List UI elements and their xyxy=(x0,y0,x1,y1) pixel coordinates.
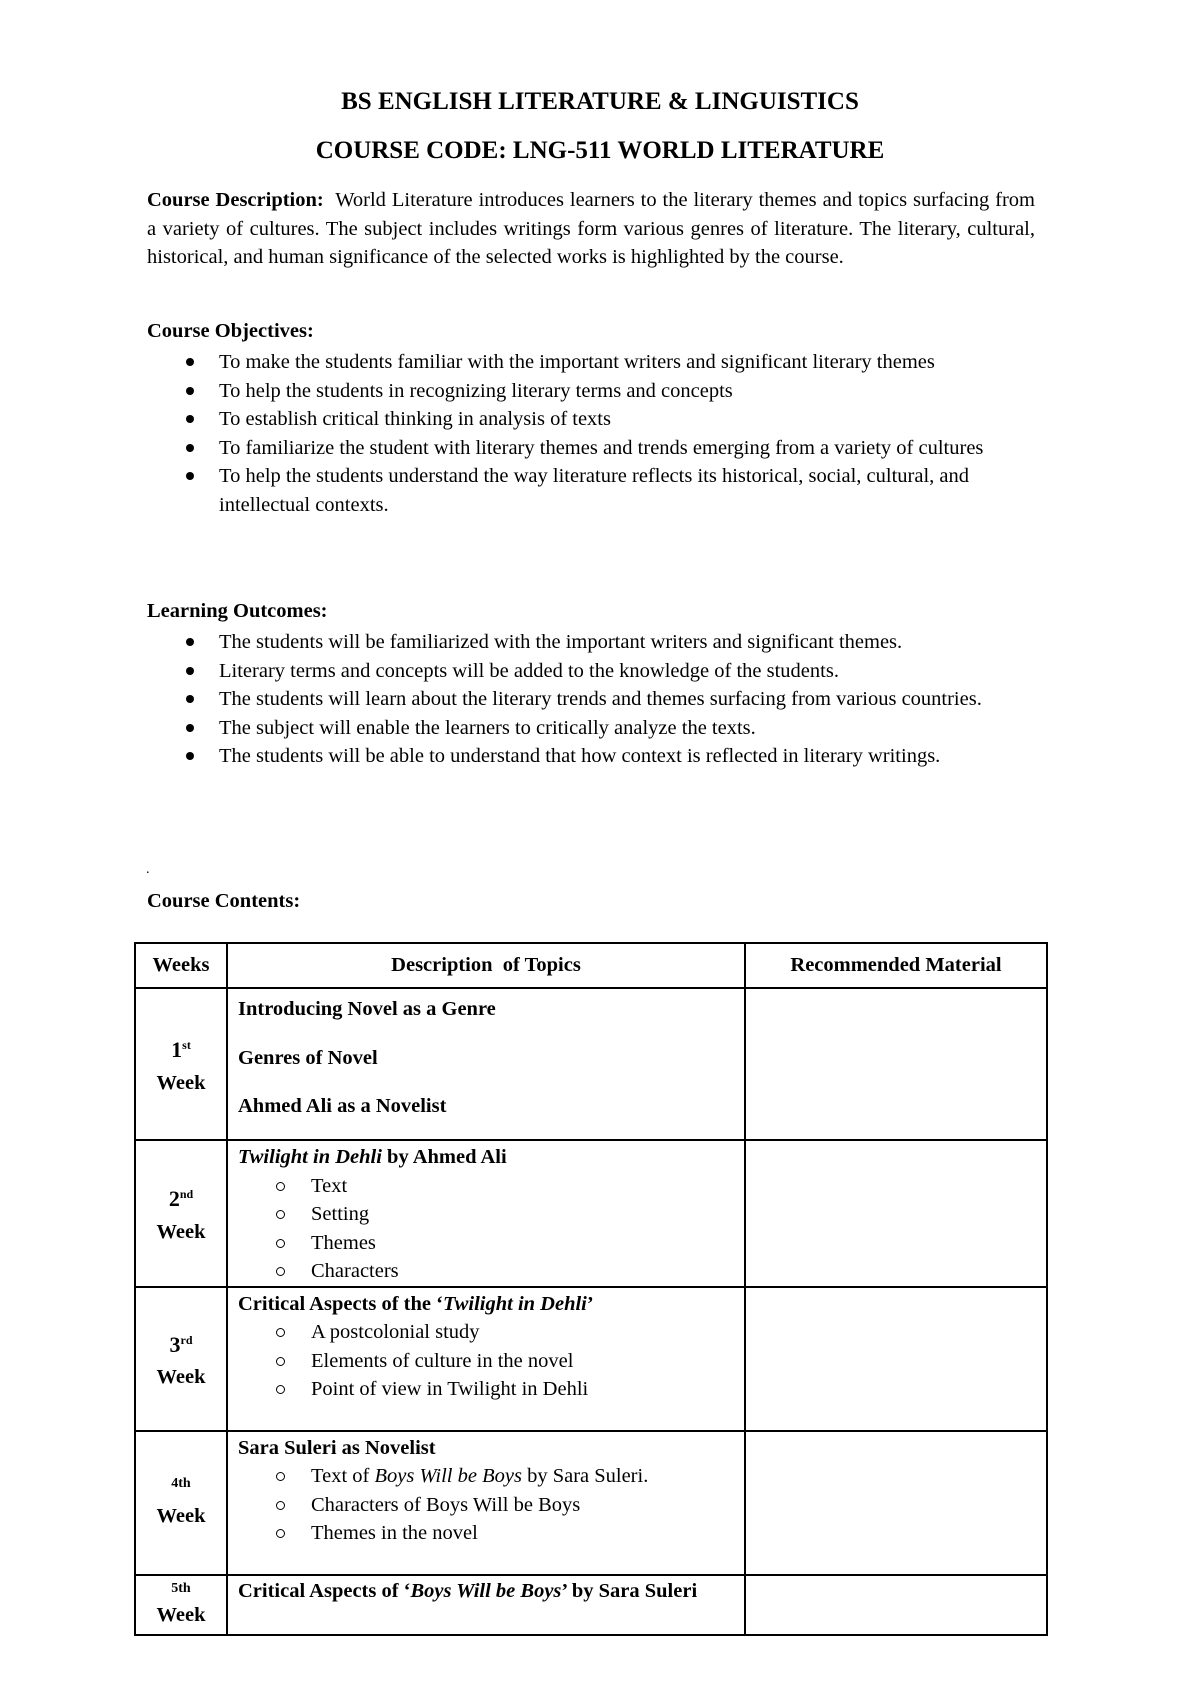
novel-title: Boys Will be Boys xyxy=(410,1579,562,1602)
objective-item: To familiarize the student with literary themes and trends emerging from a variety of cultures xyxy=(147,434,1035,463)
subtopic-list xyxy=(238,1318,734,1404)
topic-heading: Twilight in Dehli by Ahmed Ali xyxy=(238,1146,507,1168)
week-number: 1 xyxy=(171,1036,183,1062)
topic-heading: Sara Suleri as Novelist xyxy=(238,1436,436,1459)
subtopic-item: Themes in the novel xyxy=(238,1519,734,1548)
material-cell xyxy=(745,1575,1047,1635)
topic-line: Genres of Novel xyxy=(238,1046,378,1069)
subtopic-list xyxy=(238,1172,734,1286)
week-number: 3 xyxy=(169,1331,181,1357)
topics-cell xyxy=(227,1431,745,1575)
week-number: 5th xyxy=(171,1580,191,1596)
novel-title: Twilight in Dehli xyxy=(442,1292,587,1315)
week-word: Week xyxy=(156,1504,206,1527)
week-cell xyxy=(135,1140,227,1287)
objective-item: To make the students familiar with the important writers and significant literary themes xyxy=(147,348,1035,377)
table-row xyxy=(135,988,1047,1140)
week-cell xyxy=(135,1287,227,1431)
week-cell xyxy=(135,1575,227,1635)
outcome-item: The students will be able to understand that how context is reflected in literary writings. xyxy=(147,742,1035,771)
week-cell xyxy=(135,1431,227,1575)
week-suffix: st xyxy=(182,1038,191,1053)
table-row xyxy=(135,1287,1047,1431)
subtopic-item: Text of Boys Will be Boys by Sara Suleri. xyxy=(238,1462,734,1491)
table-header-row xyxy=(135,943,1047,988)
topics-cell xyxy=(227,988,745,1140)
material-cell xyxy=(745,1287,1047,1431)
course-description-label: Course Description: xyxy=(147,189,324,211)
topic-line: Introducing Novel as a Genre xyxy=(238,998,496,1020)
week-cell xyxy=(135,988,227,1140)
objective-item: To help the students understand the way literature reflects its historical, social, cultural, and intellectual contexts. xyxy=(147,462,1035,519)
week-word: Week xyxy=(156,1221,206,1244)
week-number: 4th xyxy=(171,1475,191,1491)
outcome-item: The subject will enable the learners to critically analyze the texts. xyxy=(147,714,1035,743)
week-word: Week xyxy=(156,1071,206,1094)
subtopic-item: Themes xyxy=(238,1229,734,1258)
material-cell xyxy=(745,1140,1047,1287)
course-contents-table xyxy=(134,942,1048,1636)
course-description xyxy=(147,186,1035,272)
column-header-weeks: Weeks xyxy=(135,943,227,988)
topics-cell xyxy=(227,1575,745,1635)
subtopic-list xyxy=(238,1462,734,1548)
subtopic-item: Elements of culture in the novel xyxy=(238,1347,734,1376)
outcome-item: The students will be familiarized with the important writers and significant themes. xyxy=(147,628,1035,657)
subtopic-item: A postcolonial study xyxy=(238,1318,734,1347)
topics-cell xyxy=(227,1287,745,1431)
outcomes-heading: Learning Outcomes: xyxy=(147,600,328,622)
objectives-heading: Course Objectives: xyxy=(147,320,314,342)
material-cell xyxy=(745,988,1047,1140)
contents-heading: Course Contents: xyxy=(147,890,301,912)
topic-heading: Critical Aspects of the ‘Twilight in Dehli’ xyxy=(238,1292,594,1315)
novel-title: Twilight in Dehli xyxy=(238,1146,382,1168)
topic-line: Ahmed Ali as a Novelist xyxy=(238,1095,447,1117)
subtopic-item: Characters xyxy=(238,1257,734,1286)
novel-title: Boys Will be Boys xyxy=(374,1465,522,1487)
week-suffix: nd xyxy=(179,1187,194,1202)
subtopic-item: Setting xyxy=(238,1200,734,1229)
outcomes-list xyxy=(147,628,1035,771)
week-word: Week xyxy=(156,1366,206,1389)
topic-heading: Critical Aspects of ‘Boys Will be Boys’ by Sara Suleri xyxy=(238,1579,698,1602)
subtopic-item: Text xyxy=(238,1172,734,1201)
stray-mark: . xyxy=(146,862,150,877)
course-title: COURSE CODE: LNG-511 WORLD LITERATURE xyxy=(315,137,885,164)
subtopic-item: Point of view in Twilight in Dehli xyxy=(238,1375,734,1404)
objective-item: To establish critical thinking in analysis of texts xyxy=(147,405,1035,434)
subtopic-item: Characters of Boys Will be Boys xyxy=(238,1491,734,1520)
material-cell xyxy=(745,1431,1047,1575)
course-description-text: World Literature introduces learners to the literary themes and topics surfacing from a variety of cultures. The subject includes writings form various genres of literature. The literary, cultural, historical, and human significance of the selected works is highlighted by the course. xyxy=(147,189,1035,268)
objectives-list xyxy=(147,348,1035,519)
column-header-material: Recommended Material xyxy=(745,943,1047,988)
table-row xyxy=(135,1431,1047,1575)
outcome-item: The students will learn about the literary trends and themes surfacing from various countries. xyxy=(147,685,1035,714)
week-suffix: rd xyxy=(180,1332,193,1347)
outcome-item: Literary terms and concepts will be added to the knowledge of the students. xyxy=(147,657,1035,686)
program-title: BS ENGLISH LITERATURE & LINGUISTICS xyxy=(341,88,859,115)
objective-item: To help the students in recognizing literary terms and concepts xyxy=(147,377,1035,406)
week-word: Week xyxy=(156,1603,206,1626)
column-header-topics: Description of Topics xyxy=(227,943,745,988)
table-row xyxy=(135,1140,1047,1287)
table-row xyxy=(135,1575,1047,1635)
topics-cell xyxy=(227,1140,745,1287)
week-number: 2 xyxy=(168,1186,180,1212)
